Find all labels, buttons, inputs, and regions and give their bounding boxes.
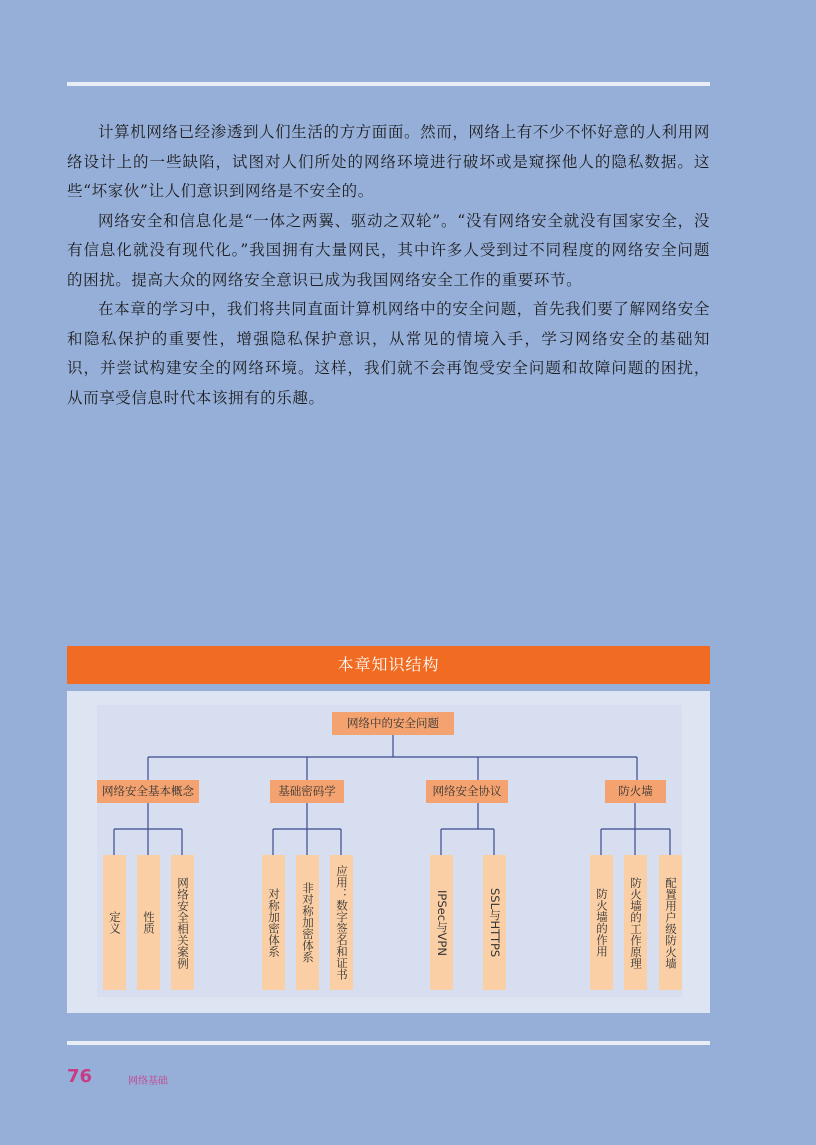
leaf-signatures-certificates: 应用：数字签名和证书	[330, 855, 353, 990]
leaf-properties: 性质	[137, 855, 160, 990]
knowledge-structure-diagram	[67, 691, 710, 1013]
intro-paragraph-1: 计算机网络已经渗透到人们生活的方方面面。然而，网络上有不少不怀好意的人利用网络设计上的一些缺陷，试图对人们所处的网络环境进行破坏或是窥探他人的隐私数据。这些“坏家伙”让人们意识到网络是不安全的。	[67, 123, 710, 200]
knowledge-structure-banner: 本章知识结构	[67, 646, 710, 684]
running-title: 网络基础	[128, 1076, 168, 1087]
category-basic-cryptography: 基础密码学	[270, 780, 344, 803]
leaf-asymmetric-encryption: 非对称加密体系	[296, 855, 319, 990]
root-node: 网络中的安全问题	[332, 712, 454, 735]
intro-paragraph-3: 在本章的学习中，我们将共同直面计算机网络中的安全问题，首先我们要了解网络安全和隐私保护的重要性，增强隐私保护意识，从常见的情境入手，学习网络安全的基础知识，并尝试构建安全的网络环境。这样，我们就不会再饱受安全问题和故障问题的困扰，从而享受信息时代本该拥有的乐趣。	[67, 300, 710, 407]
page-number: 76	[67, 1066, 93, 1087]
bottom-rule	[67, 1041, 710, 1045]
leaf-ssl-https: SSL与HTTPS	[483, 855, 506, 990]
leaf-definition: 定义	[103, 855, 126, 990]
leaf-user-firewall-config: 配置用户级防火墙	[659, 855, 682, 990]
connector-lines	[67, 691, 710, 1013]
category-firewall: 防火墙	[605, 780, 666, 803]
leaf-security-cases: 网络安全相关案例	[171, 855, 194, 990]
intro-paragraph-2: 网络安全和信息化是“一体之两翼、驱动之双轮”。“没有网络安全就没有国家安全，没有信息化就没有现代化。”我国拥有大量网民，其中许多人受到过不同程度的网络安全问题的困扰。提高大众的网络安全意识已成为我国网络安全工作的重要环节。	[67, 211, 710, 289]
leaf-firewall-role: 防火墙的作用	[590, 855, 613, 990]
leaf-firewall-principle: 防火墙的工作原理	[624, 855, 647, 990]
leaf-symmetric-encryption: 对称加密体系	[262, 855, 285, 990]
intro-text	[67, 118, 710, 413]
category-network-security-basics: 网络安全基本概念	[97, 780, 199, 803]
category-security-protocols: 网络安全协议	[426, 780, 508, 803]
top-rule	[67, 82, 710, 86]
leaf-ipsec-vpn: IPSec与VPN	[430, 855, 453, 990]
